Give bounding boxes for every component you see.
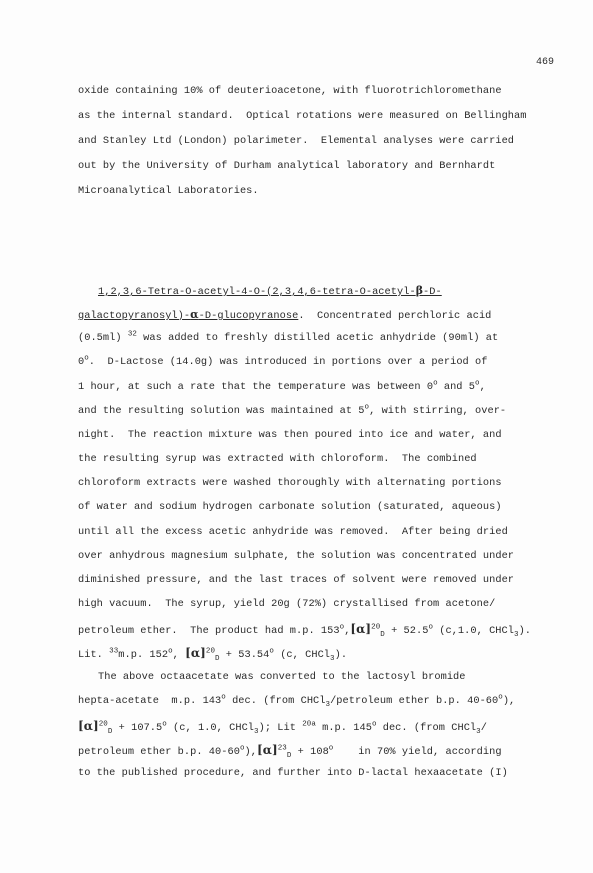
heading-tail: . Concentrated perchloric acid bbox=[298, 310, 492, 322]
heading-text-1: 1,2,3,6-Tetra-O-acetyl-4-O-(2,3,4,6-tetra-O-acetyl- bbox=[98, 286, 416, 298]
para2-line-13: diminished pressure, and the last traces of solvent were removed under bbox=[78, 574, 515, 586]
specific-rotation-symbol: [α] bbox=[350, 622, 372, 636]
para2-line-7: night. The reaction mixture was then poured into ice and water, and bbox=[78, 429, 502, 441]
para2-line-12: over anhydrous magnesium sulphate, the solution was concentrated under bbox=[78, 550, 515, 562]
page-number: 469 bbox=[536, 57, 555, 68]
para2-line-5: 1 hour, at such a rate that the temperature was between 0$^o$ and 5$^o$, bbox=[78, 379, 486, 393]
specific-rotation-symbol: [α] bbox=[78, 719, 99, 733]
para2-line-10: of water and sodium hydrogen carbonate solution (saturated, aqueous) bbox=[78, 501, 502, 513]
para3-line-5: to the published procedure, and further into D-lactal hexaacetate (I) bbox=[78, 767, 508, 779]
para2-line-4: 0$^o$. D-Lactose (14.0g) was introduced in portions over a period of bbox=[78, 354, 488, 368]
para3-line-3: $[\alpha]^{20}_D + 107.5^o$ (c, 1.0, CHCl$_3$); Lit $^{20a}$ m.p. 145$^o$ dec. (from CHCl$_3$/ bbox=[78, 719, 487, 737]
para2-line-11: until all the excess acetic anhydride was removed. After being dried bbox=[78, 526, 508, 538]
section-heading-line-1 bbox=[98, 284, 442, 298]
para2-line-15: petroleum ether. The product had m.p. $153^o,[\alpha]^{20}_D + 52.5^o$ (c,1.0, CHCl$_3$). bbox=[78, 622, 532, 640]
specific-rotation-symbol: [α] bbox=[257, 743, 278, 757]
para2-line-3: (0.5ml) $^{32}$ was added to freshly distilled acetic anhydride (90ml) at bbox=[78, 330, 499, 344]
para1-line-2: as the internal standard. Optical rotations were measured on Bellingham bbox=[78, 110, 527, 122]
para1-line-5: Microanalytical Laboratories. bbox=[78, 185, 259, 197]
para1-line-4: out by the University of Durham analytical laboratory and Bernhardt bbox=[78, 160, 496, 172]
para1-line-3: and Stanley Ltd (London) polarimeter. Elemental analyses were carried bbox=[78, 135, 515, 147]
para2-line-9: chloroform extracts were washed thoroughly with alternating portions bbox=[78, 477, 502, 489]
para3-line-4: petroleum ether b.p. $40-60^o),[\alpha]^{23}_D + 108^o$ in 70% yield, according bbox=[78, 743, 502, 761]
para2-line-8: the resulting syrup was extracted with chloroform. The combined bbox=[78, 453, 477, 465]
para1-line-1: oxide containing 10% of deuterioacetone, with fluorotrichloromethane bbox=[78, 85, 502, 97]
para3-line-2: hepta-acetate m.p. 143$^o$ dec. (from CHCl$_3$/petroleum ether b.p. 40-60$^o$), bbox=[78, 693, 516, 710]
specific-rotation-symbol: [α] bbox=[185, 646, 206, 660]
section-heading-line-2 bbox=[78, 308, 491, 322]
para2-line-6: and the resulting solution was maintained at 5$^o$, with stirring, over- bbox=[78, 403, 507, 417]
heading-text-1-end: -D- bbox=[423, 286, 442, 298]
para2-line-16: Lit. $^{33}$m.p. 152$^o$, $[\alpha]^{20}_D + 53.54^o$ (c, CHCl$_3$). bbox=[78, 646, 348, 664]
heading-text-2: galactopyranosyl)- bbox=[78, 310, 191, 322]
beta-symbol: β bbox=[415, 284, 424, 297]
para3-line-1: The above octaacetate was converted to the lactosyl bromide bbox=[98, 671, 466, 683]
alpha-symbol: α bbox=[190, 308, 199, 321]
heading-text-2-end: -D-glucopyranose bbox=[198, 310, 299, 322]
para2-line-14: high vacuum. The syrup, yield 20g (72%) crystallised from acetone/ bbox=[78, 598, 496, 610]
